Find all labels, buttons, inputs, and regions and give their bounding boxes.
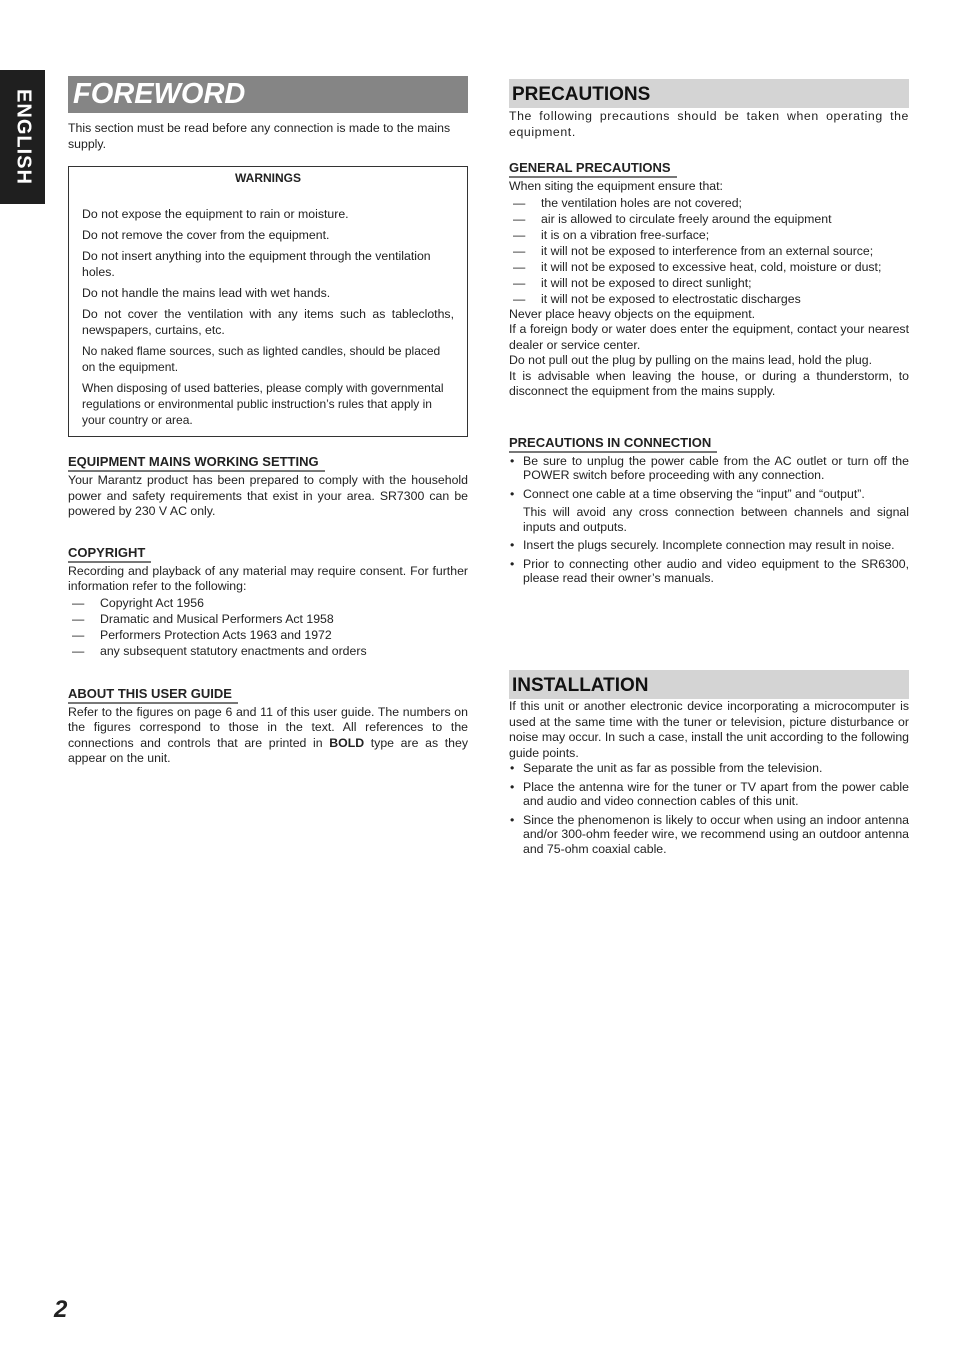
list-item [509, 454, 909, 483]
list-item-text: it will not be exposed to direct sunlight; [541, 275, 752, 290]
list-item-text: Insert the plugs securely. Incomplete connection may result in noise. [523, 538, 895, 552]
list-item [509, 275, 909, 291]
list-item [509, 538, 909, 553]
copyright-list [68, 595, 468, 659]
warning-item: Do not handle the mains lead with wet hands. [82, 286, 331, 300]
installation-section [509, 670, 909, 860]
list-item-text: Connect one cable at a time observing the “input” and “output”. [523, 486, 865, 501]
list-item [509, 761, 909, 776]
list-item-text: it will not be exposed to interference from an external source; [541, 243, 874, 258]
general-precautions-paragraph: It is advisable when leaving the house, or during a thunderstorm, to disconnect the equipment from the mains supply. [509, 368, 909, 398]
list-item-text: Dramatic and Musical Performers Act 1958 [100, 611, 334, 626]
bullet-mark: • [510, 486, 515, 501]
general-precautions-list [509, 195, 909, 307]
list-item-text: Place the antenna wire for the tuner or TV apart from the power cable and audio and video connection cables of this unit. [523, 779, 909, 808]
dash-mark: — [72, 611, 85, 626]
general-precautions-lead: When siting the equipment ensure that: [509, 179, 723, 193]
dash-mark: — [513, 195, 526, 210]
list-item [509, 780, 909, 809]
general-precautions-paragraph: Never place heavy objects on the equipment. [509, 306, 756, 321]
foreword-title: FOREWORD [73, 78, 246, 110]
warning-item: No naked flame sources, such as lighted candles, should be placed on the equipment. [82, 344, 441, 374]
mains-text: Your Marantz product has been prepared to comply with the household power and safety requirements that exist in your area. SR7300 can be powered by 230 V AC only. [68, 473, 468, 518]
list-item [68, 643, 468, 659]
general-precautions-section [509, 159, 909, 400]
dash-mark: — [513, 227, 526, 242]
general-precautions-heading: GENERAL PRECAUTIONS [509, 160, 677, 178]
language-tab-label: ENGLISH [12, 89, 34, 185]
dash-mark: — [513, 291, 526, 306]
user-guide-heading: ABOUT THIS USER GUIDE [68, 686, 238, 704]
warning-item: Do not remove the cover from the equipment. [82, 228, 330, 242]
user-guide-section [68, 685, 468, 767]
list-item [68, 595, 468, 611]
bullet-mark: • [510, 453, 515, 468]
list-item-text: any subsequent statutory enactments and orders [100, 643, 367, 658]
warning-item: Do not cover the ventilation with any items such as tablecloths, newspapers, curtains, etc. [82, 307, 454, 337]
list-item-text: the ventilation holes are not covered; [541, 195, 742, 210]
copyright-section [68, 544, 468, 659]
user-guide-text [68, 705, 468, 767]
copyright-text: Recording and playback of any material may require consent. For further information refer to the following: [68, 563, 468, 593]
list-item [68, 611, 468, 627]
copyright-heading: COPYRIGHT [68, 545, 151, 563]
list-item-text: Prior to connecting other audio and video equipment to the SR6300, please read their owner’s manuals. [523, 556, 909, 585]
installation-title-bar [509, 670, 909, 699]
list-item [509, 259, 909, 275]
dash-mark: — [72, 595, 85, 610]
bullet-mark: • [510, 779, 515, 794]
list-item-continuation [509, 501, 909, 534]
list-item-text: This will avoid any cross connection between channels and signal inputs and outputs. [523, 505, 909, 534]
installation-title: INSTALLATION [512, 675, 649, 696]
dash-mark: — [513, 275, 526, 290]
left-column [68, 76, 468, 767]
bullet-mark: • [510, 556, 515, 571]
list-item-text: air is allowed to circulate freely around the equipment [541, 211, 832, 226]
connection-precautions-section [509, 434, 909, 586]
precautions-title: PRECAUTIONS [512, 84, 651, 105]
dash-mark: — [513, 211, 526, 226]
right-column [509, 79, 909, 856]
list-item [509, 813, 909, 857]
dash-mark: — [513, 243, 526, 258]
precautions-title-bar [509, 79, 909, 108]
connection-precautions-heading: PRECAUTIONS IN CONNECTION [509, 435, 717, 453]
warnings-box [68, 166, 468, 437]
list-item [509, 243, 909, 259]
list-item-text: Separate the unit as far as possible from the television. [523, 761, 823, 775]
list-item-text: Copyright Act 1956 [100, 595, 204, 610]
warning-item: Do not insert anything into the equipment through the ventilation holes. [82, 249, 431, 279]
list-item [509, 557, 909, 586]
general-precautions-paragraph: If a foreign body or water does enter the equipment, contact your nearest dealer or service center. [509, 322, 909, 352]
dash-mark: — [513, 259, 526, 274]
bold-word: BOLD [329, 735, 365, 750]
foreword-title-bar [68, 76, 468, 113]
list-item-text: Since the phenomenon is likely to occur when using an indoor antenna and/or 300-ohm feeder wire, we recommend using an outdoor antenna and 75-ohm coaxial cable. [523, 812, 909, 856]
list-item [509, 211, 909, 227]
installation-list [509, 761, 909, 856]
dash-mark: — [72, 627, 85, 642]
foreword-intro: This section must be read before any connection is made to the mains supply. [68, 121, 451, 151]
mains-heading: EQUIPMENT MAINS WORKING SETTING [68, 454, 325, 472]
warning-item: Do not expose the equipment to rain or moisture. [82, 207, 349, 221]
user-guide-text-start: Refer to the figures on page 6 and 11 of this user guide. The numbers on the figures correspond to those in the text. All references to the connections and controls that are printed in [68, 704, 468, 750]
warnings-title: WARNINGS [235, 171, 301, 185]
warning-item: When disposing of used batteries, please comply with governmental regulations or environmental public instruction’s rules that apply in your country or area. [82, 381, 444, 427]
list-item-text: Performers Protection Acts 1963 and 1972 [100, 627, 332, 642]
mains-section [68, 453, 468, 520]
connection-precautions-list [509, 454, 909, 586]
precautions-intro: The following precautions should be taken when operating the equipment. [509, 109, 909, 139]
bullet-mark: • [510, 538, 515, 552]
user-guide-text-end: type are as they appear on the unit. [68, 735, 468, 765]
installation-intro: If this unit or another electronic device incorporating a microcomputer is used at the same time with the tuner or television, picture disturbance or noise may occur. In such a case, install the unit according to the following guide points. [509, 699, 909, 760]
list-item [509, 227, 909, 243]
page-number: 2 [54, 1296, 68, 1323]
general-precautions-paragraph: Do not pull out the plug by pulling on the mains lead, hold the plug. [509, 353, 873, 367]
bullet-mark: • [510, 761, 515, 775]
list-item [509, 291, 909, 307]
list-item-text: it is on a vibration free-surface; [541, 227, 710, 242]
list-item [509, 487, 909, 502]
list-item [509, 195, 909, 211]
language-tab [0, 70, 45, 204]
bullet-mark: • [510, 812, 515, 827]
list-item-text: Be sure to unplug the power cable from the AC outlet or turn off the POWER switch before proceeding with any connection. [523, 453, 909, 482]
list-item-text: it will not be exposed to excessive heat, cold, moisture or dust; [541, 259, 882, 274]
dash-mark: — [72, 643, 85, 658]
list-item [68, 627, 468, 643]
list-item-text: it will not be exposed to electrostatic discharges [541, 291, 801, 306]
